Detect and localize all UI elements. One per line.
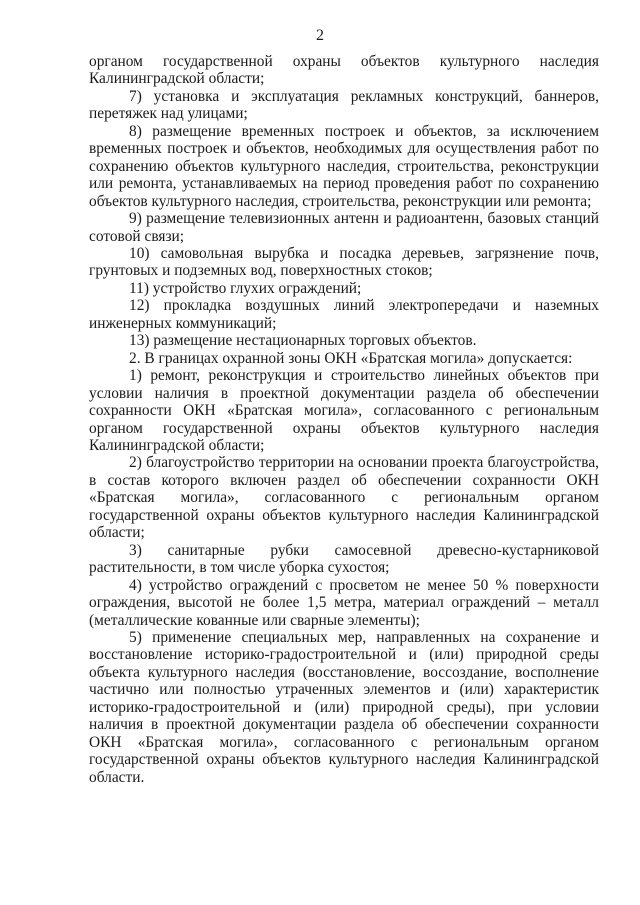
paragraph-item-10: 10) самовольная вырубка и посадка деревьев, загрязнение почв, грунтовых и подземных вод, поверхностных стоков; [89,244,599,280]
allowed-item-2: 2) благоустройство территории на основании проекта благоустройства, в состав которого включен раздел об обеспечении сохранности ОКН «Братская могила», согласованного с региональным органом государственной охраны объектов культурного наследия Калининградской области; [89,454,599,542]
paragraph-item-13: 13) размещение нестационарных торговых объектов. [129,332,477,350]
page-number: 2 [316,27,324,44]
section-heading-2: 2. В границах охранной зоны ОКН «Братская могила» допускается: [129,349,573,367]
paragraph-continuation: органом государственной охраны объектов культурного наследия Калининградской области; [89,53,599,88]
allowed-item-5: 5) применение специальных мер, направленных на сохранение и восстановление историко-градостроительной и (или) природной среды объекта культурного наследия (восстановление, воссоздание, восполнение частично или полностью утраченных элементов и (или) характеристик историко-градостроительной и (или) природной среды), при условии наличия в проектной документации раздела об обеспечении сохранности ОКН «Братская могила», согласованного с региональным органом государственной охраны объектов культурного наследия Калининградской области. [89,628,599,786]
document-body [89,53,599,786]
allowed-item-1: 1) ремонт, реконструкция и строительство линейных объектов при условии наличия в проектной документации раздела об обеспечении сохранности ОКН «Братская могила», согласованного с региональным органом государственной охраны объектов культурного наследия Калининградской области; [89,367,599,454]
allowed-item-3: 3) санитарные рубки самосевной древесно-кустарниковой растительности, в том числе уборка сухостоя; [89,541,599,577]
allowed-item-4: 4) устройство ограждений с просветом не менее 50 % поверхности ограждения, высотой не более 1,5 метра, материал ограждений – металл (металлические кованные или сварные элементы); [89,576,599,629]
paragraph-item-12: 12) прокладка воздушных линий электропередачи и наземных инженерных коммуникаций; [89,297,599,332]
paragraph-item-7: 7) установка и эксплуатация рекламных конструкций, баннеров, перетяжек над улицами; [89,87,599,123]
paragraph-item-8: 8) размещение временных построек и объектов, за исключением временных построек и объектов, необходимых для осуществления работ по сохранению объектов культурного наследия, строительства, реконструкции или ремонта, устанавливаемых на период проведения работ по сохранению объектов культурного наследия, строительства, реконструкции или ремонта; [89,122,599,210]
paragraph-item-9: 9) размещение телевизионных антенн и радиоантенн, базовых станций сотовой связи; [89,210,599,245]
paragraph-item-11: 11) устройство глухих ограждений; [129,279,362,297]
